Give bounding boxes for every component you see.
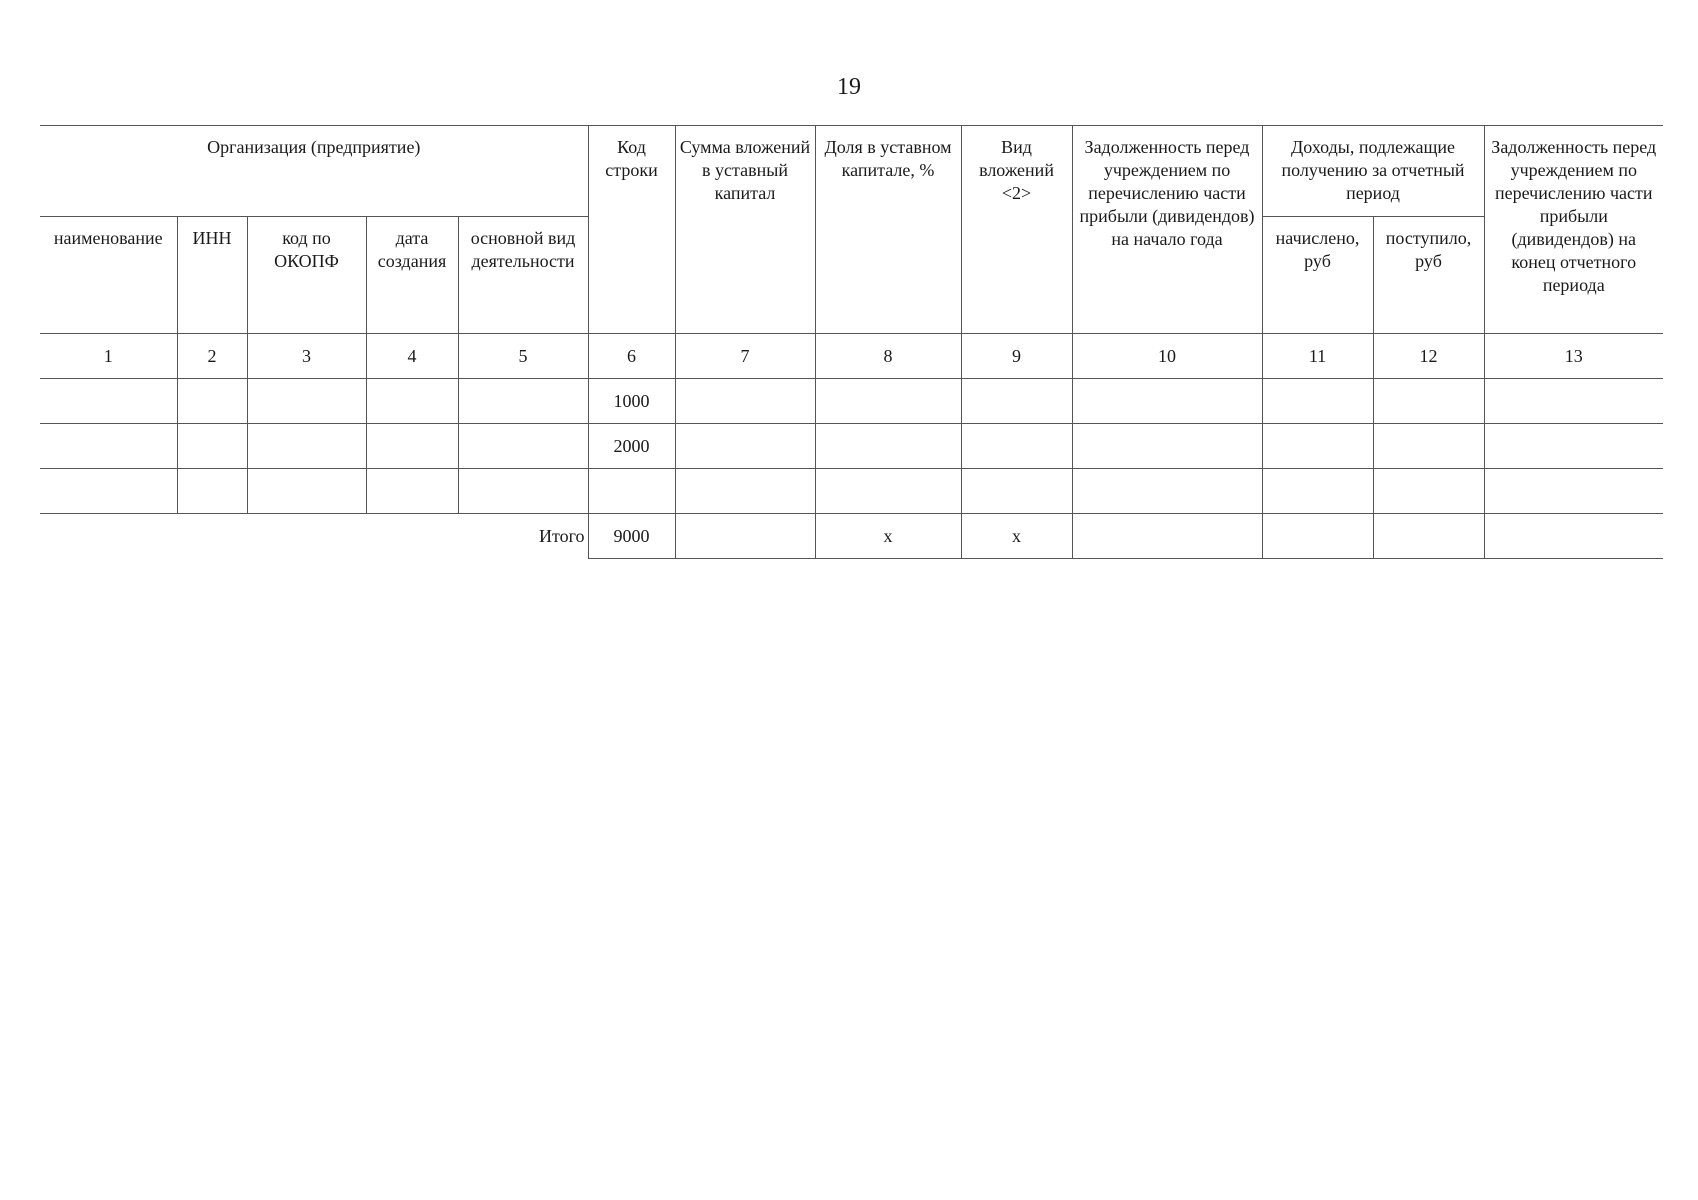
page-number: 19	[837, 74, 861, 100]
header-investment-type: Вид вложений <2>	[961, 126, 1072, 334]
column-number: 11	[1262, 334, 1373, 379]
cell-name[interactable]	[40, 379, 177, 424]
cell-name[interactable]	[40, 469, 177, 514]
cell-activity[interactable]	[458, 424, 588, 469]
cell-debt-end[interactable]	[1484, 379, 1663, 424]
cell-income-accrued[interactable]	[1262, 424, 1373, 469]
cell-investment-type[interactable]	[961, 424, 1072, 469]
total-label: Итого	[40, 514, 588, 559]
cell-capital-share[interactable]	[815, 424, 961, 469]
header-investment-sum: Сумма вложений в уставный капитал	[675, 126, 815, 334]
cell-income-received[interactable]	[1373, 379, 1484, 424]
header-row-1	[40, 126, 1663, 217]
total-investment-type: x	[961, 514, 1072, 559]
header-org-name: наименование	[40, 217, 177, 334]
header-org-okopf: код по ОКОПФ	[247, 217, 366, 334]
cell-investment-sum[interactable]	[675, 379, 815, 424]
cell-income-received[interactable]	[1373, 469, 1484, 514]
cell-created[interactable]	[366, 379, 458, 424]
column-number: 7	[675, 334, 815, 379]
cell-line-code	[588, 469, 675, 514]
column-numbers-row	[40, 334, 1663, 379]
cell-okopf[interactable]	[247, 469, 366, 514]
table-row	[40, 379, 1663, 424]
column-number: 5	[458, 334, 588, 379]
column-number: 12	[1373, 334, 1484, 379]
table-row	[40, 469, 1663, 514]
cell-investment-sum[interactable]	[675, 469, 815, 514]
header-capital-share: Доля в уставном капитале, %	[815, 126, 961, 334]
report-table	[40, 125, 1663, 559]
cell-inn[interactable]	[177, 469, 247, 514]
cell-activity[interactable]	[458, 469, 588, 514]
total-debt-end[interactable]	[1484, 514, 1663, 559]
header-org-created: дата создания	[366, 217, 458, 334]
header-organization: Организация (предприятие)	[40, 126, 588, 217]
cell-investment-type[interactable]	[961, 469, 1072, 514]
total-debt-start[interactable]	[1072, 514, 1262, 559]
cell-created[interactable]	[366, 469, 458, 514]
column-number: 13	[1484, 334, 1663, 379]
cell-investment-sum[interactable]	[675, 424, 815, 469]
cell-income-accrued[interactable]	[1262, 469, 1373, 514]
cell-debt-start[interactable]	[1072, 379, 1262, 424]
header-income-received: поступило, руб	[1373, 217, 1484, 334]
cell-activity[interactable]	[458, 379, 588, 424]
header-income-accrued: начислено, руб	[1262, 217, 1373, 334]
cell-name[interactable]	[40, 424, 177, 469]
cell-debt-end[interactable]	[1484, 469, 1663, 514]
cell-investment-type[interactable]	[961, 379, 1072, 424]
cell-line-code: 2000	[588, 424, 675, 469]
column-number: 3	[247, 334, 366, 379]
column-number: 4	[366, 334, 458, 379]
column-number: 1	[40, 334, 177, 379]
cell-line-code: 1000	[588, 379, 675, 424]
cell-capital-share[interactable]	[815, 469, 961, 514]
cell-created[interactable]	[366, 424, 458, 469]
cell-okopf[interactable]	[247, 379, 366, 424]
column-number: 8	[815, 334, 961, 379]
table-row	[40, 424, 1663, 469]
header-line-code: Код строки	[588, 126, 675, 334]
total-capital-share: x	[815, 514, 961, 559]
total-row	[40, 514, 1663, 559]
cell-okopf[interactable]	[247, 424, 366, 469]
column-number: 9	[961, 334, 1072, 379]
cell-inn[interactable]	[177, 379, 247, 424]
total-investment-sum[interactable]	[675, 514, 815, 559]
cell-debt-end[interactable]	[1484, 424, 1663, 469]
cell-debt-start[interactable]	[1072, 469, 1262, 514]
header-org-inn: ИНН	[177, 217, 247, 334]
cell-inn[interactable]	[177, 424, 247, 469]
cell-capital-share[interactable]	[815, 379, 961, 424]
header-debt-end: Задолженность перед учреждением по перечислению части прибыли (дивидендов) на конец отчетного периода	[1484, 126, 1663, 334]
total-line-code: 9000	[588, 514, 675, 559]
header-income-group: Доходы, подлежащие получению за отчетный период	[1262, 126, 1484, 217]
total-income-accrued[interactable]	[1262, 514, 1373, 559]
column-number: 10	[1072, 334, 1262, 379]
cell-income-accrued[interactable]	[1262, 379, 1373, 424]
column-number: 6	[588, 334, 675, 379]
total-income-received[interactable]	[1373, 514, 1484, 559]
cell-income-received[interactable]	[1373, 424, 1484, 469]
header-org-activity: основной вид деятельности	[458, 217, 588, 334]
header-debt-start: Задолженность перед учреждением по перечислению части прибыли (дивидендов) на начало года	[1072, 126, 1262, 334]
cell-debt-start[interactable]	[1072, 424, 1262, 469]
column-number: 2	[177, 334, 247, 379]
